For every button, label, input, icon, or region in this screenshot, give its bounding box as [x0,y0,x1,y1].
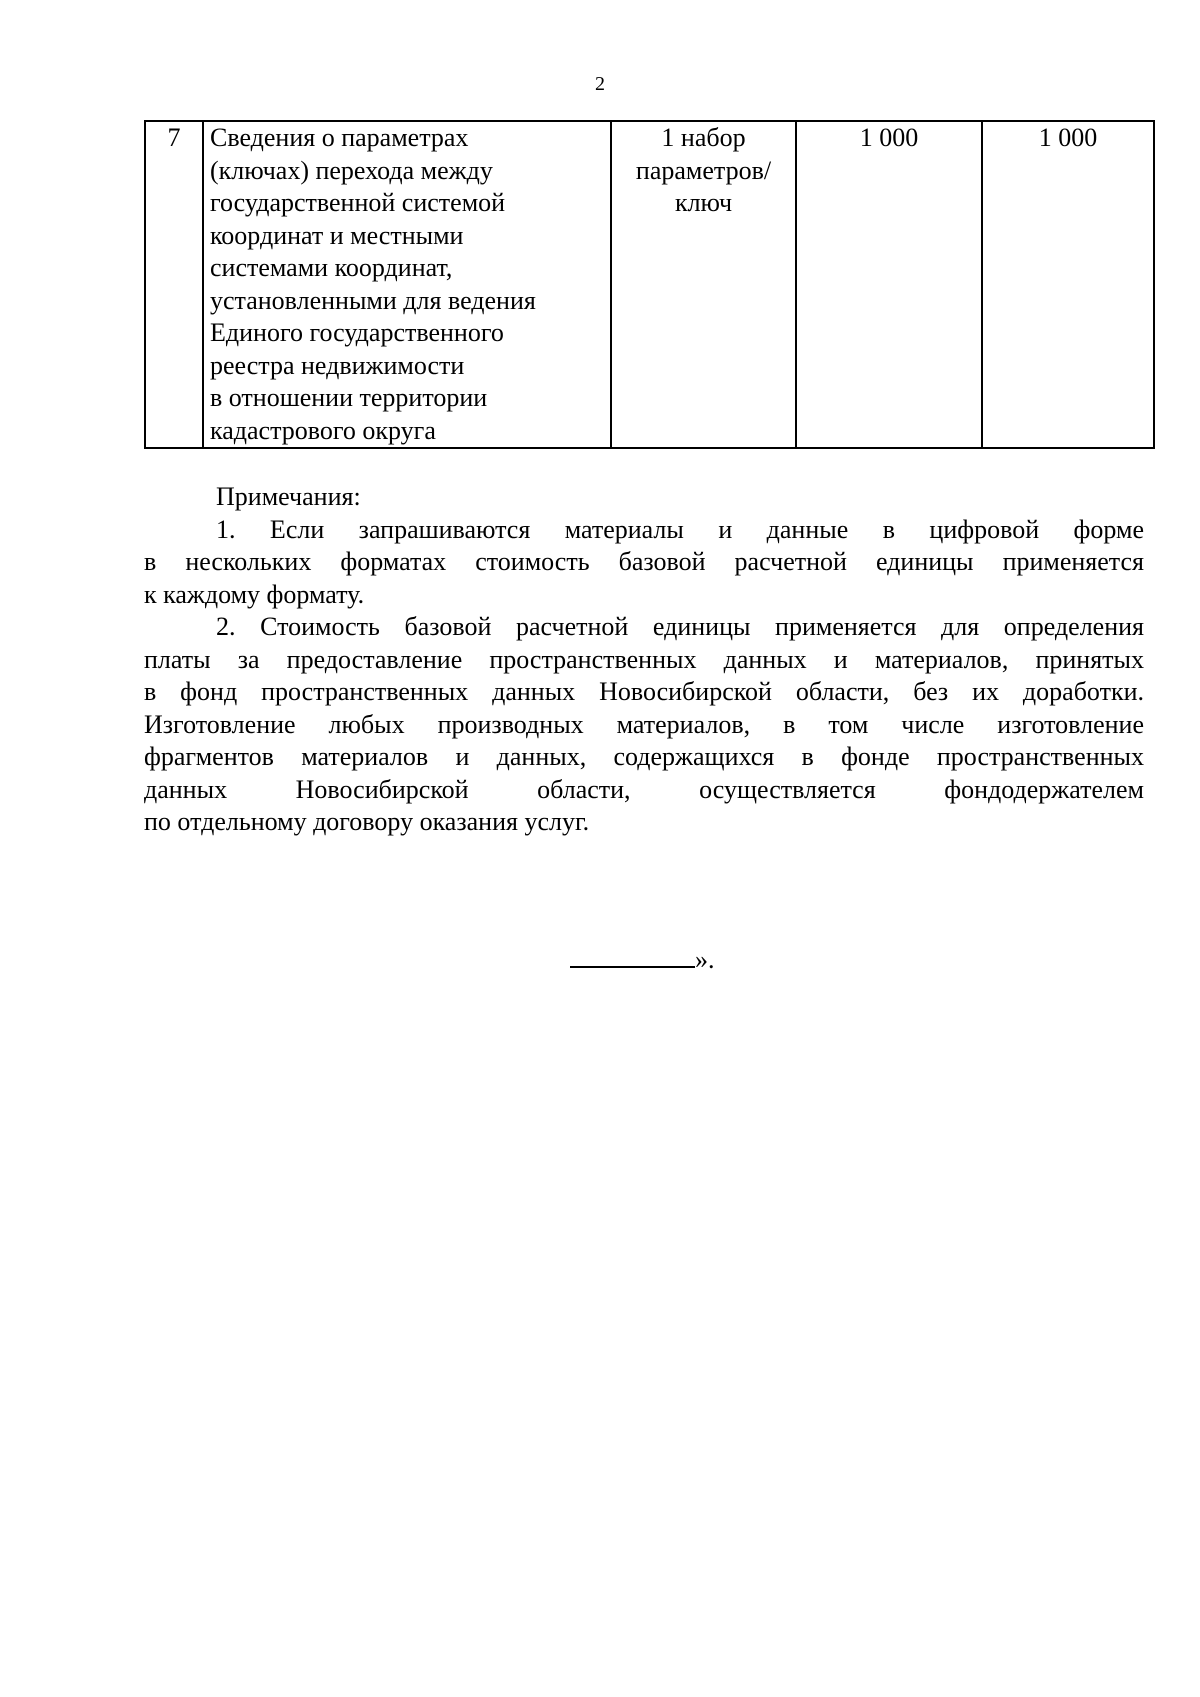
notes-section [144,481,1144,839]
row-price-1: 1 000 [859,123,919,152]
closing-mark [570,940,715,976]
note-1 [144,514,1144,612]
row-unit-line: параметров/ [635,155,772,185]
row-name-line: кадастрового округа [210,415,436,445]
row-name-cell [203,121,611,448]
row-name-line: (ключах) перехода между [210,155,493,185]
row-name-line: Единого государственного [210,318,504,347]
note-line: в фонд пространственных данных Новосибирской области, без их доработки. [144,677,1144,706]
row-price-2-cell [982,121,1154,448]
note-line: Изготовление любых производных материалов, в том числе изготовление [144,709,1144,739]
closing-underline [570,940,695,968]
note-2 [144,611,1144,839]
note-line: к каждому формату. [144,579,365,609]
row-name-line: Сведения о параметрах [210,123,469,152]
row-name-line: координат и местными [210,220,464,250]
row-name-line: государственной системой [210,188,506,217]
row-name-line: реестра недвижимости [210,350,465,380]
note-line: платы за предоставление пространственных данных и материалов, принятых [144,644,1144,674]
row-price-1-cell [796,121,982,448]
row-number-cell [145,121,203,448]
price-table [144,120,1155,449]
page-number: 2 [595,73,605,95]
closing-quote: ». [695,945,715,974]
row-name-line: системами координат, [210,253,453,282]
note-line: фрагментов материалов и данных, содержащихся в фонде пространственных [144,742,1144,771]
note-line: в нескольких форматах стоимость базовой расчетной единицы применяется [144,547,1144,576]
note-line: 2. Стоимость базовой расчетной единицы применяется для определения [216,612,1144,641]
note-line: по отдельному договору оказания услуг. [144,807,590,836]
row-unit-cell [611,121,796,448]
row-price-2: 1 000 [1038,123,1098,152]
note-line: 1. Если запрашиваются материалы и данные в цифровой форме [216,514,1144,544]
row-number: 7 [167,123,181,152]
row-name-line: установленными для ведения [210,285,536,315]
note-line: данных Новосибирской области, осуществляется фондодержателем [144,774,1144,804]
notes-title: Примечания: [216,482,361,511]
row-name-line: в отношении территории [210,383,488,412]
row-unit-line: ключ [674,188,733,217]
row-unit-line: 1 набор [661,123,746,152]
table-row [145,121,1154,448]
